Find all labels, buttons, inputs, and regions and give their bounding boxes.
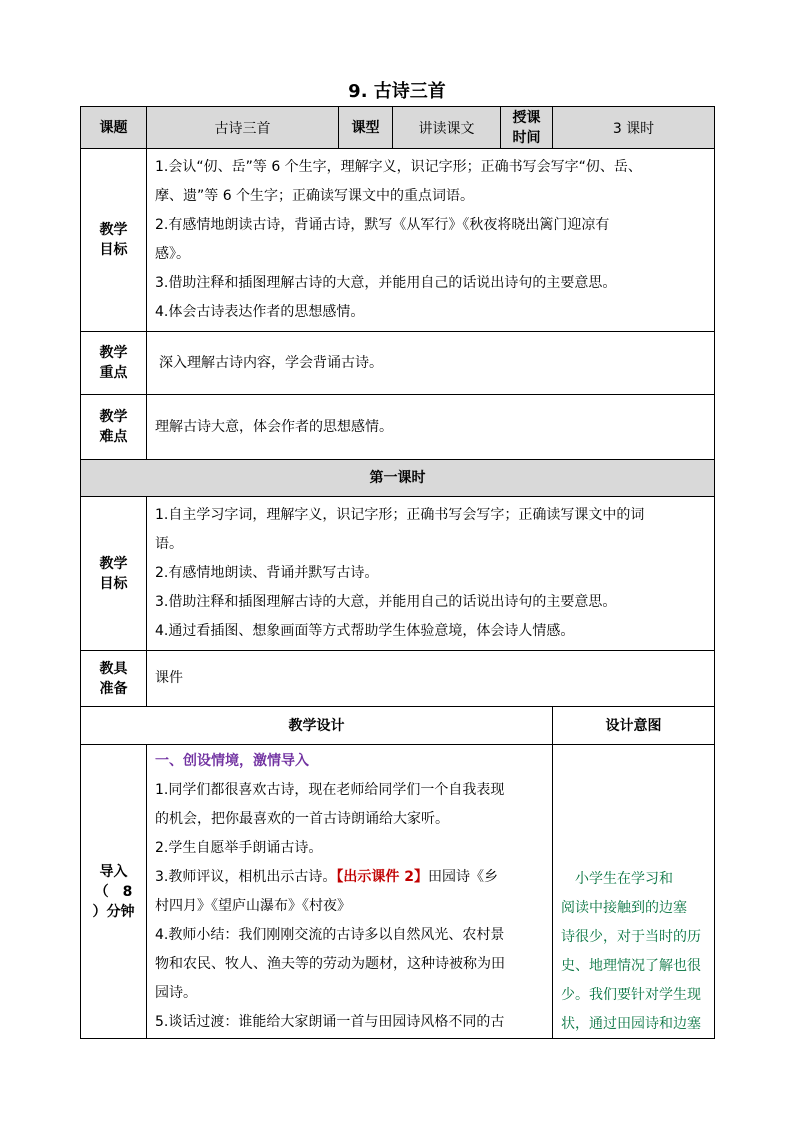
difficulty-row <box>81 395 715 460</box>
materials-text: 课件 <box>147 651 715 707</box>
intent-line: 诗很少，对于当时的历 <box>561 929 701 945</box>
subject-label: 课题 <box>81 107 147 149</box>
intro-line3-post: 田园诗《乡 <box>427 869 498 885</box>
focus-row <box>81 332 715 395</box>
difficulty-label-line1: 教学 <box>99 409 128 425</box>
lesson-goals-text <box>147 497 715 651</box>
lesson-goal-line: 2.有感情地朗读、背诵并默写古诗。 <box>155 565 379 581</box>
intent-line: 状，通过田园诗和边塞 <box>561 1016 701 1032</box>
lesson-goals-label-line2: 目标 <box>99 575 128 592</box>
lesson-title-row <box>81 460 715 497</box>
time-value: 3 课时 <box>553 107 715 149</box>
materials-label-line1: 教具 <box>99 660 128 677</box>
intro-line: 1.同学们都很喜欢古诗，现在老师给同学们一个自我表现 <box>155 782 505 798</box>
goals-label <box>81 149 147 332</box>
lesson-goal-line: 3.借助注释和插图理解古诗的大意，并能用自己的话说出诗句的主要意思。 <box>155 594 617 610</box>
lesson-goals-row <box>81 497 715 651</box>
lesson-goals-label <box>81 497 147 651</box>
goals-label-line1: 教学 <box>99 222 128 238</box>
intro-row <box>81 745 715 1039</box>
goal-line: 3.借助注释和插图理解古诗的大意，并能用自己的话说出诗句的主要意思。 <box>155 275 617 291</box>
goal-line: 4.体会古诗表达作者的思想感情。 <box>155 304 365 320</box>
intro-line: 村四月》《望庐山瀑布》《村夜》 <box>155 898 351 914</box>
design-header: 教学设计 <box>81 707 553 745</box>
focus-label <box>81 332 147 395</box>
intent-line: 小学生在学习和 <box>561 871 673 887</box>
lesson-goal-line: 语。 <box>155 536 183 552</box>
materials-label <box>81 651 147 707</box>
difficulty-text: 理解古诗大意，体会作者的思想感情。 <box>147 395 715 460</box>
intro-line3-pre: 3.教师评议，相机出示古诗。 <box>155 869 337 885</box>
difficulty-label-line2: 难点 <box>99 429 128 445</box>
lesson-goal-line: 1.自主学习字词，理解字义，识记字形；正确书写会写字；正确读写课文中的词 <box>155 507 645 523</box>
page-title: 9. 古诗三首 <box>348 81 446 102</box>
time-label-line1: 授课 <box>512 109 541 126</box>
focus-text-value: 深入理解古诗内容，学会背诵古诗。 <box>159 354 383 371</box>
difficulty-label <box>81 395 147 460</box>
goal-line: 摩、遗”等 6 个生字；正确读写课文中的重点词语。 <box>155 188 475 204</box>
goal-line: 感》。 <box>155 246 190 262</box>
intent-line: 阅读中接触到的边塞 <box>561 900 687 916</box>
intro-line: 物和农民、牧人、渔夫等的劳动为题材，这种诗被称为田 <box>155 956 505 972</box>
intro-line: 4.教师小结：我们刚刚交流的古诗多以自然风光、农村景 <box>155 927 505 943</box>
intro-line: 园诗。 <box>155 985 197 1001</box>
goal-line: 2.有感情地朗读古诗，背诵古诗，默写《从军行》《秋夜将晓出篱门迎凉有 <box>155 217 610 233</box>
focus-text <box>147 332 715 395</box>
materials-label-line2: 准备 <box>99 680 128 697</box>
goals-text <box>147 149 715 332</box>
intro-line <box>155 863 552 892</box>
intro-label <box>81 745 147 1039</box>
focus-label-line2: 重点 <box>99 365 128 381</box>
time-label <box>501 107 553 149</box>
goals-row <box>81 149 715 332</box>
type-label: 课型 <box>339 107 393 149</box>
materials-row <box>81 651 715 707</box>
intro-line: 2.学生自愿举手朗诵古诗。 <box>155 840 323 856</box>
focus-label-line1: 教学 <box>99 345 128 361</box>
lesson-title: 第一课时 <box>81 460 715 497</box>
intro-body <box>147 745 553 1039</box>
intent-line: 史、地理情况了解也很 <box>561 958 701 974</box>
intro-label-line1: 导入 <box>99 863 128 880</box>
intent-line: 少。我们要针对学生现 <box>561 987 701 1003</box>
time-label-line2: 时间 <box>512 129 541 146</box>
lesson-goal-line: 4.通过看插图、想象画面等方式帮助学生体验意境，体会诗人情感。 <box>155 623 575 639</box>
type-value: 讲读课文 <box>393 107 501 149</box>
intro-label-line2: （ 8 <box>94 883 133 900</box>
intro-label-line3: ）分钟 <box>92 903 135 920</box>
intro-line: 5.谈话过渡：谁能给大家朗诵一首与田园诗风格不同的古 <box>155 1014 505 1030</box>
courseware-tag: 【出示课件 2】 <box>336 869 428 885</box>
intro-intent <box>553 745 715 1039</box>
intro-heading: 一、创设情境，激情导入 <box>155 753 309 769</box>
header-row <box>81 107 715 149</box>
lesson-plan-table <box>80 106 715 1039</box>
subject-value: 古诗三首 <box>147 107 339 149</box>
goals-label-line2: 目标 <box>99 242 128 258</box>
lesson-goals-label-line1: 教学 <box>99 555 128 572</box>
intro-line: 的机会，把你最喜欢的一首古诗朗诵给大家听。 <box>155 811 449 827</box>
goal-line: 1.会认“仞、岳”等 6 个生字，理解字义，识记字形；正确书写会写字“仞、岳、 <box>155 159 642 175</box>
intent-header: 设计意图 <box>553 707 715 745</box>
design-header-row <box>81 707 715 745</box>
